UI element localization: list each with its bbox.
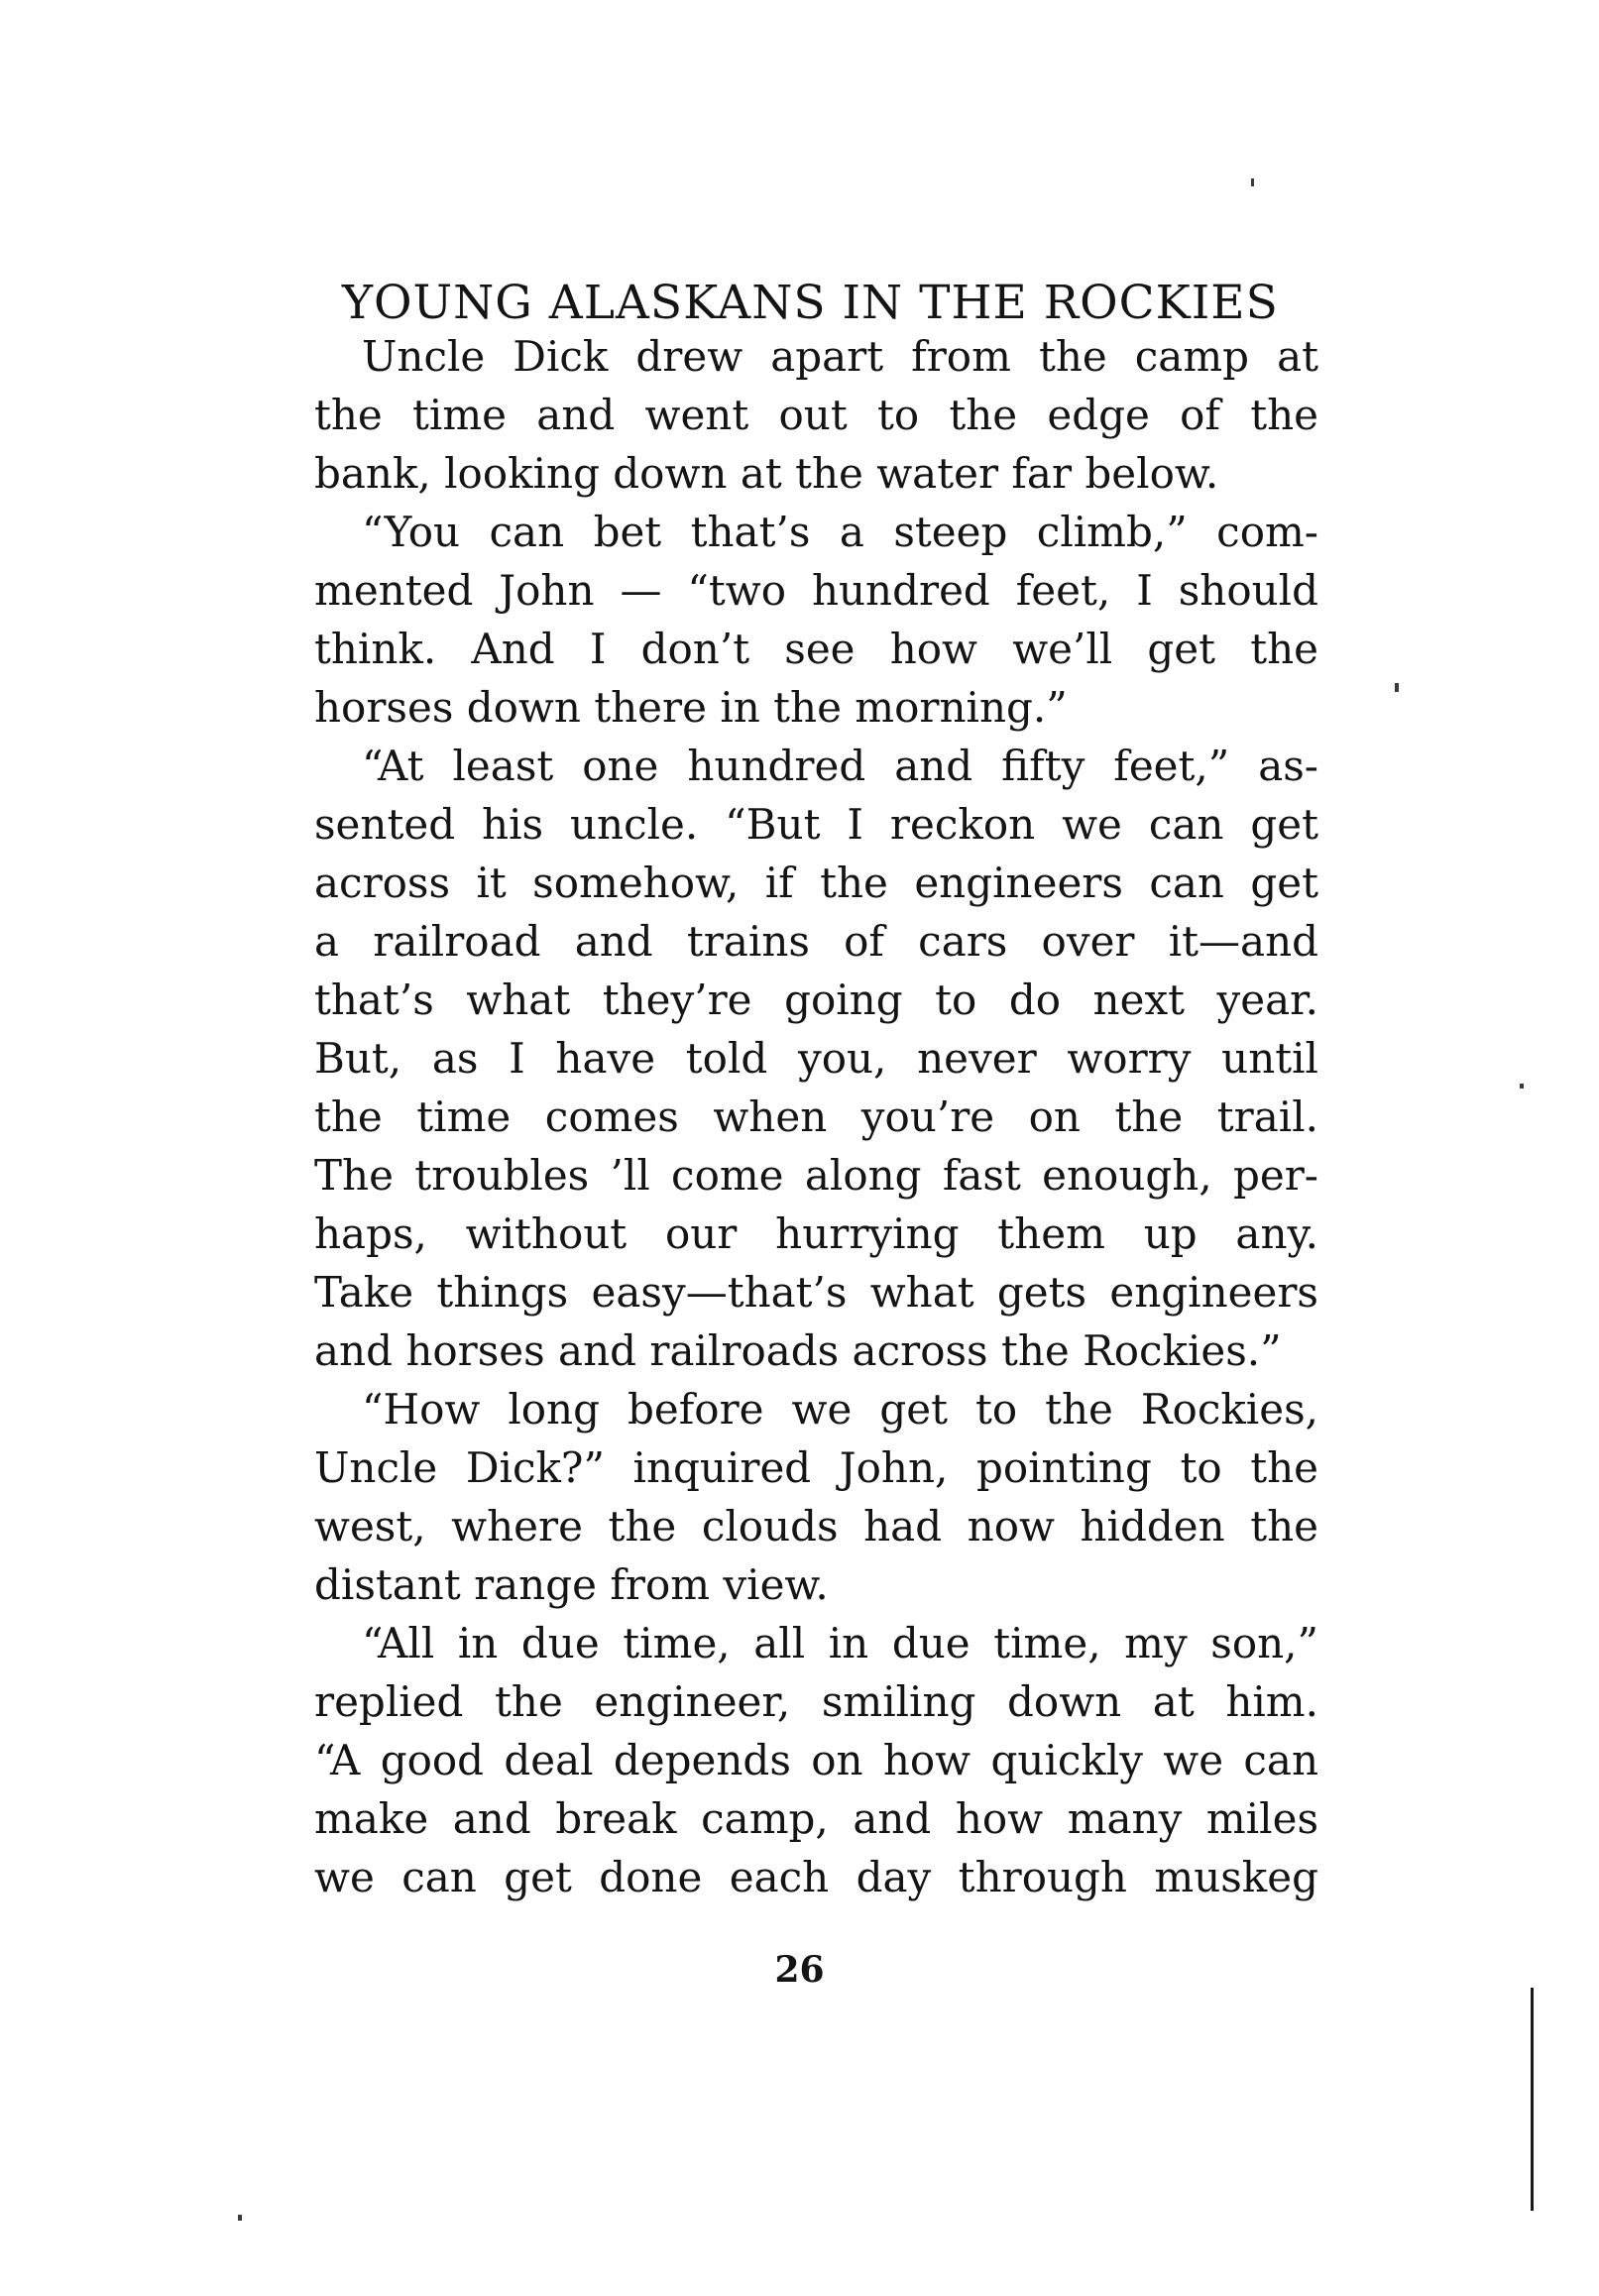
scan-speck — [238, 2215, 242, 2221]
text-line: The troubles ’ll come along fast enough, per- — [314, 1151, 1318, 1200]
text-line: Take things easy—that’s what gets engineers — [314, 1268, 1318, 1317]
text-line: sented his uncle. “But I reckon we can get — [314, 800, 1318, 849]
text-line: But, as I have told you, never worry until — [314, 1034, 1318, 1083]
text-line: haps, without our hurrying them up any. — [314, 1209, 1318, 1258]
body-text — [314, 327, 1318, 1906]
text-line: across it somehow, if the engineers can get — [314, 859, 1318, 907]
text-line: and horses and railroads across the Rockies.” — [314, 1326, 1282, 1375]
text-line: the time comes when you’re on the trail. — [314, 1092, 1318, 1141]
text-line: replied the engineer, smiling down at him. — [314, 1677, 1318, 1726]
scan-speck — [1251, 178, 1254, 186]
page-number: 26 — [774, 1949, 825, 1991]
text-line: horses down there in the morning.” — [314, 683, 1068, 732]
text-line: Uncle Dick drew apart from the camp at — [362, 332, 1318, 381]
text-line: west, where the clouds had now hidden the — [314, 1502, 1318, 1550]
text-line: distant range from view. — [314, 1560, 829, 1609]
text-line: “How long before we get to the Rockies, — [362, 1385, 1318, 1434]
text-line: mented John — “two hundred feet, I should — [314, 566, 1318, 615]
text-line: a railroad and trains of cars over it—and — [314, 917, 1318, 966]
text-line: make and break camp, and how many miles — [314, 1794, 1318, 1843]
text-line: think. And I don’t see how we’ll get the — [314, 625, 1318, 673]
text-line: we can get done each day through muskeg — [314, 1853, 1318, 1901]
scan-speck — [1395, 683, 1399, 692]
scan-edge-line — [1531, 1988, 1534, 2211]
text-line: that’s what they’re going to do next year. — [314, 976, 1318, 1024]
text-line: bank, looking down at the water far below. — [314, 449, 1219, 498]
running-head: YOUNG ALASKANS IN THE ROCKIES — [342, 276, 1279, 330]
text-line: the time and went out to the edge of the — [314, 391, 1318, 439]
text-line: “All in due time, all in due time, my son,” — [362, 1619, 1318, 1667]
text-line: Uncle Dick?” inquired John, pointing to the — [314, 1443, 1318, 1492]
scan-speck — [1520, 1084, 1524, 1089]
text-line: “At least one hundred and fifty feet,” as- — [362, 742, 1318, 790]
text-line: “A good deal depends on how quickly we can — [314, 1736, 1318, 1784]
text-line: “You can bet that’s a steep climb,” com- — [362, 508, 1318, 556]
